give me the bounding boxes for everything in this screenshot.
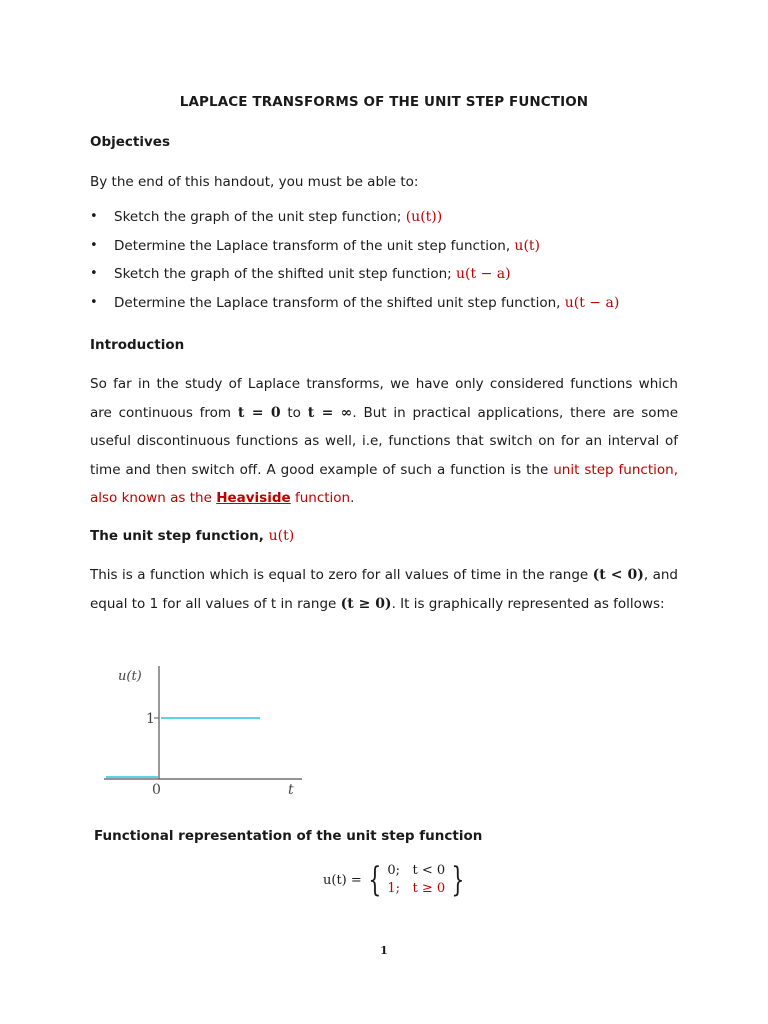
bullet-icon: •	[90, 295, 98, 311]
intro-text-2: . But in practical applications, there are some useful discontinuous functions as well, i.e, functions that switch on for an interval of time and then switch off. A good example of such a function is the	[90, 404, 679, 478]
case-condition: t ≥ 0	[412, 881, 446, 896]
unit-step-text-3: . It is graphically represented as follows:	[391, 595, 665, 612]
unit-step-heading	[90, 528, 294, 544]
objectives-heading: Objectives	[90, 134, 170, 150]
list-item	[90, 236, 690, 265]
unit-step-text-1: This is a function which is equal to zero for all values of time in the range	[90, 567, 593, 583]
case-value: 0;	[387, 863, 401, 878]
functional-heading: Functional representation of the unit step function	[94, 828, 483, 844]
objective-math: (u(t))	[405, 209, 443, 225]
list-item	[90, 264, 690, 293]
heaviside-term: Heaviside	[216, 490, 291, 506]
piecewise-formula	[323, 862, 469, 898]
formula-lhs: u(t) =	[323, 872, 362, 888]
case-row-one	[387, 880, 445, 898]
objective-math: u(t)	[514, 237, 540, 254]
unit-step-paragraph	[90, 561, 678, 618]
intro-red-text-2: function	[290, 490, 351, 506]
objectives-intro: By the end of this handout, you must be able to:	[90, 174, 419, 190]
objectives-list	[90, 207, 690, 322]
objective-math: u(t − a)	[456, 266, 511, 283]
objective-text: Determine the Laplace transform of the unit step function,	[114, 237, 515, 254]
introduction-heading: Introduction	[90, 337, 185, 353]
unit-step-text-2: , and equal to 1 for all values of t in range	[90, 567, 678, 612]
math-t-zero: t = 0	[237, 404, 281, 421]
x-axis-label: t	[288, 782, 294, 798]
intro-red-text: unit step function, also known as the	[90, 461, 678, 506]
objective-math: u(t − a)	[564, 295, 620, 312]
unit-step-heading-text: The unit step function,	[90, 528, 269, 544]
math-t-less-zero: (t < 0)	[592, 567, 644, 583]
unit-step-graph	[92, 660, 322, 800]
case-row-zero	[387, 862, 445, 880]
list-item	[90, 293, 690, 322]
document-title: LAPLACE TRANSFORMS OF THE UNIT STEP FUNCTION	[179, 94, 589, 110]
objective-text: Sketch the graph of the unit step function;	[114, 209, 406, 225]
intro-text-to: to	[280, 404, 308, 421]
objective-text: Determine the Laplace transform of the shifted unit step function,	[114, 295, 565, 312]
introduction-paragraph	[90, 370, 678, 513]
math-t-geq-zero: (t ≥ 0)	[340, 595, 392, 612]
formula-cases	[387, 862, 445, 898]
bullet-icon: •	[90, 266, 98, 282]
page-number: 1	[380, 944, 388, 957]
bullet-icon: •	[90, 237, 98, 253]
right-brace: }	[451, 860, 465, 900]
case-condition: t < 0	[412, 863, 446, 878]
level-one-label: 1	[146, 711, 155, 727]
y-axis-label: u(t)	[118, 669, 142, 684]
left-brace: {	[368, 860, 382, 900]
origin-label: 0	[152, 782, 161, 798]
intro-text-1: So far in the study of Laplace transforms, we have only considered functions which are continuous from	[90, 376, 678, 421]
list-item	[90, 207, 690, 236]
intro-period: .	[350, 490, 355, 506]
objective-text: Sketch the graph of the shifted unit step function;	[114, 266, 457, 283]
case-value: 1;	[387, 881, 401, 896]
unit-step-heading-math: u(t)	[268, 528, 295, 544]
math-t-infinity: t = ∞	[307, 404, 353, 421]
bullet-icon: •	[90, 209, 98, 224]
